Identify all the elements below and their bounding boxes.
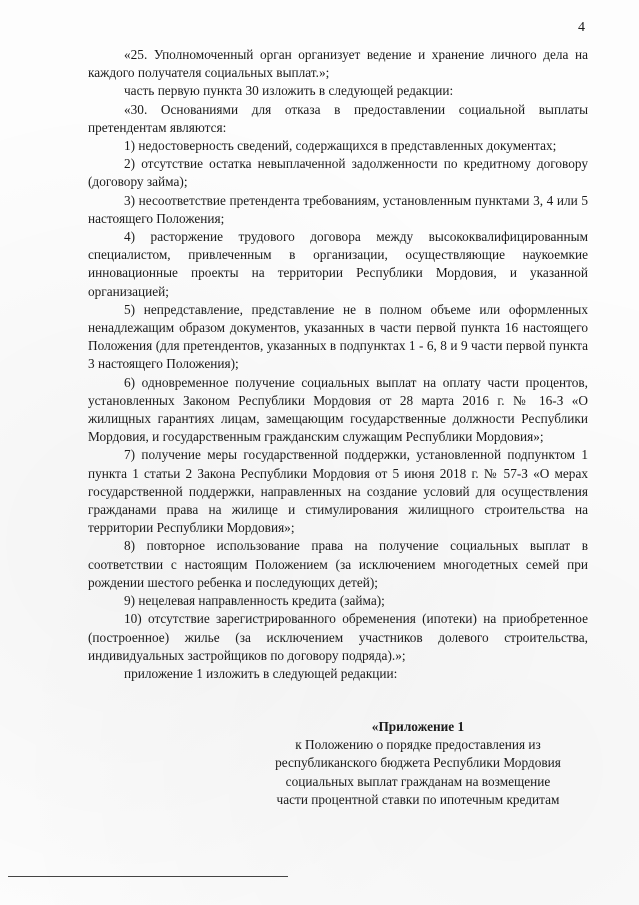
paragraph-amend-30: часть первую пункта 30 изложить в следующей редакции: [124, 83, 454, 99]
paragraph-25: «25. Уполномоченный орган организует ведение и хранение личного дела на каждого получателя социальных выплат.»; [88, 47, 588, 81]
paragraph-30: «30. Основаниями для отказа в предоставлении социальной выплаты претендентам являются: [88, 101, 588, 135]
list-item-3: 3) несоответствие претендента требованиям, установленным пунктами 3, 4 или 5 настоящего Положения; [88, 192, 588, 226]
paragraph-appendix-intro: приложение 1 изложить в следующей редакции: [124, 665, 398, 681]
appendix-header [244, 718, 592, 809]
list-item-8: 8) повторное использование права на получение социальных выплат в соответствии с настоящим Положением (за исключением многодетных семей при рождении шестого ребенка и последующих детей); [88, 538, 588, 590]
list-item-6: 6) одновременное получение социальных выплат на оплату части процентов, установленных Законом Республики Мордовия от 28 марта 2016 г. № 16-З «О жилищных гарантиях лицам, замещающим государственные должности Республики Мордовия, и государственным гражданским служащим Республики Мордовия»; [88, 374, 588, 445]
list-item-10: 10) отсутствие зарегистрированного обременения (ипотеки) на приобретенное (построенное) жилье (за исключением участников долевого строительства, индивидуальных застройщиков по договору подряда).»; [88, 611, 588, 663]
appendix-line: социальных выплат гражданам на возмещение [285, 773, 551, 789]
list-item-1: 1) недостоверность сведений, содержащихся в представленных документах; [124, 138, 557, 154]
appendix-title: «Приложение 1 [371, 719, 465, 734]
appendix-line: к Положению о порядке предоставления из [295, 737, 541, 753]
page-number: 4 [578, 20, 585, 35]
appendix-line: части процентной ставки по ипотечным кредитам [276, 791, 560, 807]
list-item-4: 4) расторжение трудового договора между высококвалифицированным специалистом, привлеченным в организации, осуществляющие наукоемкие инновационные проекты на территории Республики Мордовия, и указанной организацией; [88, 229, 588, 299]
bottom-divider [8, 876, 288, 877]
list-item-2: 2) отсутствие остатка невыплаченной задолженности по кредитному договору (договору займа); [88, 156, 588, 190]
appendix-line: республиканского бюджета Республики Мордовия [275, 755, 561, 771]
list-item-9: 9) нецелевая направленность кредита (займа); [124, 593, 385, 609]
list-item-7: 7) получение меры государственной поддержки, установленной подпунктом 1 пункта 1 статьи 2 Закона Республики Мордовия от 5 июня 2018 г. № 57-З «О мерах государственной поддержки, направленных на создание условий для осуществления гражданами права на жилище и стимулирования жилищного строительства на территории Республики Мордовия»; [88, 447, 588, 536]
list-item-5: 5) непредставление, представление не в полном объеме или оформленных ненадлежащим образом документов, указанных в части первой пункта 16 настоящего Положения (для претендентов, указанных в подпунктах 1 - 6, 8 и 9 части первой пункта 3 настоящего Положения); [88, 301, 588, 372]
document-body [88, 46, 588, 683]
